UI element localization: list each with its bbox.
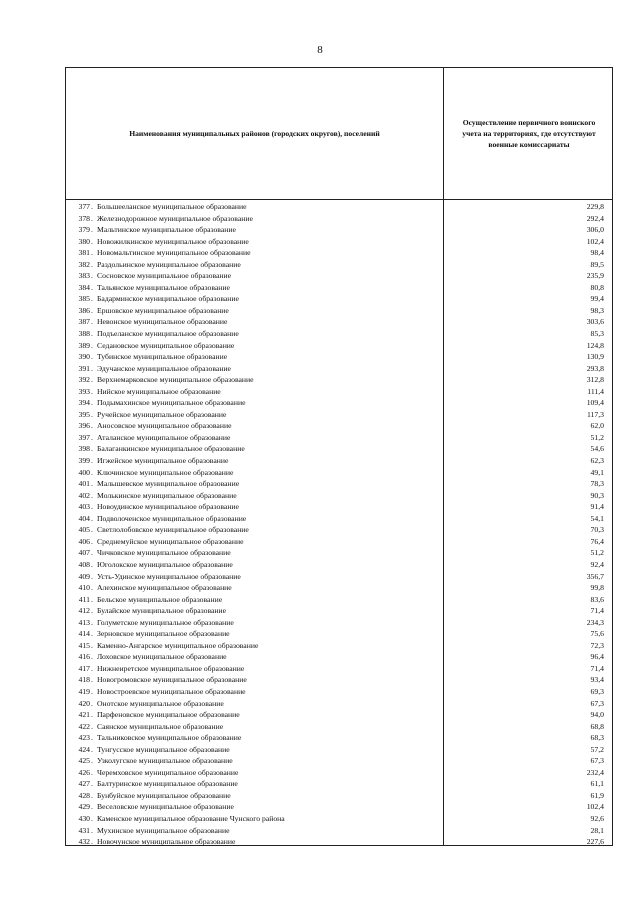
table-row [66, 236, 614, 248]
table-row [66, 813, 614, 825]
municipality-name: Усть-Удинское муниципальное образование [97, 571, 241, 581]
municipality-name: Каменно-Ангарское муниципальное образование [97, 640, 259, 650]
municipality-name: Веселовское муниципальное образование [97, 802, 234, 812]
table-row [66, 628, 614, 640]
row-number: 402 [78, 490, 90, 500]
row-number-dot: . [91, 744, 93, 754]
table-row [66, 247, 614, 259]
table-row [66, 467, 614, 479]
table-row [66, 259, 614, 271]
row-number-dot: . [91, 213, 93, 223]
registration-amount: 229,8 [586, 202, 604, 211]
row-number-dot: . [91, 675, 93, 685]
municipality-name: Ручейское муниципальное образование [97, 409, 227, 419]
municipality-name: Каменское муниципальное образование Чунского района [97, 813, 285, 823]
registration-amount: 80,8 [590, 282, 604, 292]
table-row [66, 767, 614, 779]
registration-amount: 92,6 [590, 813, 604, 823]
registration-amount: 227,6 [586, 837, 604, 847]
registration-amount: 51,2 [590, 548, 604, 558]
registration-amount: 96,4 [590, 652, 604, 662]
row-number: 413 [78, 617, 90, 627]
registration-amount: 93,4 [590, 675, 604, 685]
row-number: 378 [78, 213, 90, 223]
row-number: 418 [78, 675, 90, 685]
row-number-dot: . [91, 652, 93, 662]
registration-amount: 62,3 [590, 456, 604, 466]
table-row [66, 316, 614, 328]
municipality-name: Невонское муниципальное образование [97, 317, 228, 327]
table-row [66, 478, 614, 490]
table-row [66, 698, 614, 710]
table-body [66, 201, 614, 848]
row-number-dot: . [91, 202, 93, 211]
table-row [66, 686, 614, 698]
row-number-dot: . [91, 444, 93, 454]
row-number-dot: . [91, 825, 93, 835]
registration-amount: 235,9 [586, 271, 604, 281]
municipality-name: Онотское муниципальное образование [97, 698, 224, 708]
row-number: 411 [78, 594, 90, 604]
table-row [66, 663, 614, 675]
row-number: 399 [78, 456, 90, 466]
municipality-name: Новочунское муниципальное образование [97, 837, 236, 847]
table-row [66, 536, 614, 548]
municipality-name: Новоудинское муниципальное образование [97, 502, 239, 512]
row-number-dot: . [91, 559, 93, 569]
registration-amount: 98,3 [590, 305, 604, 315]
registration-amount: 91,4 [590, 502, 604, 512]
row-number: 387 [78, 317, 90, 327]
row-number: 395 [78, 409, 90, 419]
municipality-name: Подымахинское муниципальное образование [97, 398, 246, 408]
table-row [66, 293, 614, 305]
row-number-dot: . [91, 606, 93, 616]
table-row [66, 432, 614, 444]
municipality-name: Верхнемарковское муниципальное образование [97, 375, 254, 385]
row-number: 392 [78, 375, 90, 385]
row-number: 379 [78, 225, 90, 235]
table-row [66, 282, 614, 294]
row-number-dot: . [91, 525, 93, 535]
row-number: 404 [78, 513, 90, 523]
row-number-dot: . [91, 583, 93, 593]
row-number: 409 [78, 571, 90, 581]
row-number-dot: . [91, 271, 93, 281]
table-row [66, 801, 614, 813]
row-number-dot: . [91, 548, 93, 558]
table-row [66, 790, 614, 802]
row-number: 384 [78, 282, 90, 292]
row-number: 401 [78, 479, 90, 489]
row-number: 380 [78, 236, 90, 246]
row-number-dot: . [91, 594, 93, 604]
registration-amount: 90,3 [590, 490, 604, 500]
row-number-dot: . [91, 640, 93, 650]
registration-amount: 109,4 [586, 398, 604, 408]
registration-amount: 54,6 [590, 444, 604, 454]
table-row [66, 351, 614, 363]
row-number-dot: . [91, 536, 93, 546]
registration-amount: 89,5 [590, 259, 604, 269]
row-number: 425 [78, 756, 90, 766]
table-row [66, 455, 614, 467]
row-number: 431 [78, 825, 90, 835]
table-row [66, 755, 614, 767]
row-number: 394 [78, 398, 90, 408]
table-row [66, 328, 614, 340]
row-number: 403 [78, 502, 90, 512]
row-number-dot: . [91, 490, 93, 500]
row-number-dot: . [91, 329, 93, 339]
registration-amount: 124,8 [586, 340, 604, 350]
registration-amount: 69,3 [590, 686, 604, 696]
row-number-dot: . [91, 398, 93, 408]
registration-amount: 102,4 [586, 236, 604, 246]
municipality-name: Раздольинское муниципальное образование [97, 259, 241, 269]
municipality-name: Тубинское муниципальное образование [97, 352, 228, 362]
registration-amount: 312,8 [586, 375, 604, 385]
municipality-name: Балаганкинское муниципальное образование [97, 444, 245, 454]
table-row [66, 443, 614, 455]
registration-amount: 71,4 [590, 663, 604, 673]
municipality-name: Бунбуйское муниципальное образование [97, 790, 231, 800]
municipality-name: Чичковское муниципальное образование [97, 548, 231, 558]
table-row [66, 305, 614, 317]
municipality-name: Узколугское муниципальное образование [97, 756, 233, 766]
registration-amount: 130,9 [586, 352, 604, 362]
row-number-dot: . [91, 363, 93, 373]
row-number-dot: . [91, 767, 93, 777]
row-number: 389 [78, 340, 90, 350]
row-number: 397 [78, 432, 90, 442]
municipality-name: Большееланское муниципальное образование [97, 202, 247, 211]
row-number-dot: . [91, 352, 93, 362]
row-number: 388 [78, 329, 90, 339]
municipality-name: Новогромовское муниципальное образование [97, 675, 247, 685]
registration-amount: 72,3 [590, 640, 604, 650]
table-row [66, 582, 614, 594]
row-number: 407 [78, 548, 90, 558]
table-row [66, 547, 614, 559]
registration-amount: 356,7 [586, 571, 604, 581]
registration-amount: 75,6 [590, 629, 604, 639]
table-row [66, 524, 614, 536]
registration-amount: 67,3 [590, 698, 604, 708]
registration-amount: 68,3 [590, 733, 604, 743]
document-table [65, 67, 613, 846]
row-number: 419 [78, 686, 90, 696]
row-number: 406 [78, 536, 90, 546]
row-number-dot: . [91, 259, 93, 269]
municipality-name: Седановское муниципальное образование [97, 340, 235, 350]
row-number: 393 [78, 386, 90, 396]
row-number-dot: . [91, 779, 93, 789]
municipality-name: Новомальтинское муниципальное образование [97, 248, 251, 258]
row-number-dot: . [91, 236, 93, 246]
table-row [66, 397, 614, 409]
municipality-name: Подволоченское муниципальное образование [97, 513, 247, 523]
table-row [66, 270, 614, 282]
municipality-name: Подъеланское муниципальное образование [97, 329, 239, 339]
registration-amount: 293,8 [586, 363, 604, 373]
municipality-name: Новостроевское муниципальное образование [97, 686, 246, 696]
table-row [66, 213, 614, 225]
row-number-dot: . [91, 479, 93, 489]
registration-amount: 99,4 [590, 294, 604, 304]
table-row [66, 559, 614, 571]
row-number-dot: . [91, 225, 93, 235]
table-row [66, 732, 614, 744]
municipality-name: Среднемуйское муниципальное образование [97, 536, 244, 546]
row-number: 405 [78, 525, 90, 535]
municipality-name: Нийское муниципальное образование [97, 386, 221, 396]
municipality-name: Аносовское муниципальное образование [97, 421, 232, 431]
row-number-dot: . [91, 837, 93, 847]
table-row [66, 490, 614, 502]
registration-amount: 83,6 [590, 594, 604, 604]
table-row [66, 201, 614, 213]
row-number-dot: . [91, 721, 93, 731]
table-row [66, 513, 614, 525]
row-number: 417 [78, 663, 90, 673]
table-row [66, 386, 614, 398]
row-number-dot: . [91, 790, 93, 800]
row-number: 415 [78, 640, 90, 650]
registration-amount: 232,4 [586, 767, 604, 777]
table-row [66, 363, 614, 375]
table-row [66, 709, 614, 721]
municipality-name: Саянское муниципальное образование [97, 721, 224, 731]
row-number-dot: . [91, 502, 93, 512]
table-row [66, 651, 614, 663]
row-number-dot: . [91, 421, 93, 431]
row-number: 430 [78, 813, 90, 823]
registration-amount: 94,0 [590, 710, 604, 720]
municipality-name: Нижнеиретское муниципальное образование [97, 663, 245, 673]
row-number: 391 [78, 363, 90, 373]
registration-amount: 71,4 [590, 606, 604, 616]
registration-amount: 98,4 [590, 248, 604, 258]
table-row [66, 674, 614, 686]
registration-amount: 78,3 [590, 479, 604, 489]
row-number: 412 [78, 606, 90, 616]
row-number: 424 [78, 744, 90, 754]
row-number-dot: . [91, 305, 93, 315]
municipality-name: Тальянское муниципальное образование [97, 282, 230, 292]
table-row [66, 605, 614, 617]
municipality-name: Светлолобовское муниципальное образование [97, 525, 249, 535]
row-number-dot: . [91, 513, 93, 523]
row-number: 427 [78, 779, 90, 789]
row-number-dot: . [91, 432, 93, 442]
registration-amount: 67,3 [590, 756, 604, 766]
municipality-name: Игжейское муниципальное образование [97, 456, 229, 466]
row-number: 386 [78, 305, 90, 315]
registration-amount: 92,4 [590, 559, 604, 569]
row-number-dot: . [91, 375, 93, 385]
row-number-dot: . [91, 294, 93, 304]
row-number-dot: . [91, 629, 93, 639]
municipality-name: Алехинское муниципальное образование [97, 583, 232, 593]
registration-amount: 303,6 [586, 317, 604, 327]
municipality-name: Булайское муниципальное образование [97, 606, 227, 616]
municipality-name: Железнодорожное муниципальное образование [97, 213, 253, 223]
municipality-name: Эдучанское муниципальное образование [97, 363, 231, 373]
table-row [66, 420, 614, 432]
row-number: 400 [78, 467, 90, 477]
registration-amount: 49,1 [590, 467, 604, 477]
row-number: 432 [78, 837, 90, 847]
table-row [66, 721, 614, 733]
row-number: 410 [78, 583, 90, 593]
registration-amount: 61,9 [590, 790, 604, 800]
row-number-dot: . [91, 248, 93, 258]
row-number-dot: . [91, 686, 93, 696]
municipality-name: Мухинское муниципальное образование [97, 825, 230, 835]
table-row [66, 617, 614, 629]
row-number-dot: . [91, 802, 93, 812]
registration-amount: 99,8 [590, 583, 604, 593]
row-number: 383 [78, 271, 90, 281]
registration-amount: 85,3 [590, 329, 604, 339]
registration-amount: 62,0 [590, 421, 604, 431]
registration-amount: 61,1 [590, 779, 604, 789]
row-number: 423 [78, 733, 90, 743]
municipality-name: Тальниковское муниципальное образование [97, 733, 242, 743]
registration-amount: 234,3 [586, 617, 604, 627]
row-number-dot: . [91, 386, 93, 396]
row-number: 426 [78, 767, 90, 777]
municipality-name: Балтуринское муниципальное образование [97, 779, 238, 789]
row-number-dot: . [91, 456, 93, 466]
registration-amount: 76,4 [590, 536, 604, 546]
row-number: 421 [78, 710, 90, 720]
table-row [66, 501, 614, 513]
row-number-dot: . [91, 317, 93, 327]
row-number: 377 [78, 202, 90, 211]
municipality-name: Новожилкинское муниципальное образование [97, 236, 249, 246]
registration-amount: 292,4 [586, 213, 604, 223]
table-row [66, 744, 614, 756]
row-number: 408 [78, 559, 90, 569]
municipality-name: Малышевское муниципальное образование [97, 479, 240, 489]
row-number-dot: . [91, 617, 93, 627]
row-number: 414 [78, 629, 90, 639]
row-number-dot: . [91, 698, 93, 708]
municipality-name: Зерновское муниципальное образование [97, 629, 230, 639]
row-number: 382 [78, 259, 90, 269]
row-number-dot: . [91, 813, 93, 823]
page-number: 8 [317, 44, 323, 56]
column-header-line-1: Осуществление первичного воинского [462, 118, 596, 127]
municipality-name: Парфеновское муниципальное образование [97, 710, 240, 720]
registration-amount: 57,2 [590, 744, 604, 754]
column-header-line-3: военные комиссариаты [488, 140, 570, 149]
row-number-dot: . [91, 756, 93, 766]
municipality-name: Сосновское муниципальное образование [97, 271, 232, 281]
row-number: 396 [78, 421, 90, 431]
registration-amount: 306,0 [586, 225, 604, 235]
registration-amount: 102,4 [586, 802, 604, 812]
municipality-name: Лоховское муниципальное образование [97, 652, 227, 662]
table-row [66, 640, 614, 652]
municipality-name: Ключинское муниципальное образование [97, 467, 234, 477]
registration-amount: 70,3 [590, 525, 604, 535]
table-row [66, 409, 614, 421]
row-number: 385 [78, 294, 90, 304]
row-number-dot: . [91, 467, 93, 477]
table-row [66, 778, 614, 790]
municipality-name: Мальтинское муниципальное образование [97, 225, 236, 235]
table-row [66, 224, 614, 236]
registration-amount: 117,3 [586, 409, 604, 419]
table-row [66, 571, 614, 583]
table-row [66, 374, 614, 386]
municipality-name: Аталанское муниципальное образование [97, 432, 231, 442]
registration-amount: 68,8 [590, 721, 604, 731]
row-number-dot: . [91, 663, 93, 673]
row-number-dot: . [91, 282, 93, 292]
row-number: 428 [78, 790, 90, 800]
row-number: 416 [78, 652, 90, 662]
row-number: 390 [78, 352, 90, 362]
registration-amount: 111,4 [587, 386, 604, 396]
row-number: 429 [78, 802, 90, 812]
header-divider [66, 199, 612, 200]
municipality-name: Бельское муниципальное образование [97, 594, 223, 604]
row-number: 381 [78, 248, 90, 258]
column-header-line-2: учета на территориях, где отсутствуют [462, 129, 596, 138]
column-header-names: Наименования муниципальных районов (городских округов), поселений [129, 129, 380, 138]
row-number: 420 [78, 698, 90, 708]
table-row [66, 836, 614, 848]
municipality-name: Бадарминское муниципальное образование [97, 294, 239, 304]
municipality-name: Тунгусское муниципальное образование [97, 744, 230, 754]
registration-amount: 28,1 [590, 825, 604, 835]
municipality-name: Голуметское муниципальное образование [97, 617, 234, 627]
municipality-name: Черемховское муниципальное образование [97, 767, 239, 777]
row-number-dot: . [91, 340, 93, 350]
column-header-military-registration [444, 68, 614, 199]
row-number-dot: . [91, 710, 93, 720]
registration-amount: 54,1 [590, 513, 604, 523]
table-row [66, 594, 614, 606]
row-number-dot: . [91, 571, 93, 581]
row-number-dot: . [91, 409, 93, 419]
row-number-dot: . [91, 733, 93, 743]
municipality-name: Юголокское муниципальное образование [97, 559, 233, 569]
table-row [66, 825, 614, 837]
table-row [66, 340, 614, 352]
municipality-name: Ершовское муниципальное образование [97, 305, 229, 315]
municipality-name: Молькинское муниципальное образование [97, 490, 237, 500]
registration-amount: 51,2 [590, 432, 604, 442]
row-number: 398 [78, 444, 90, 454]
row-number: 422 [78, 721, 90, 731]
